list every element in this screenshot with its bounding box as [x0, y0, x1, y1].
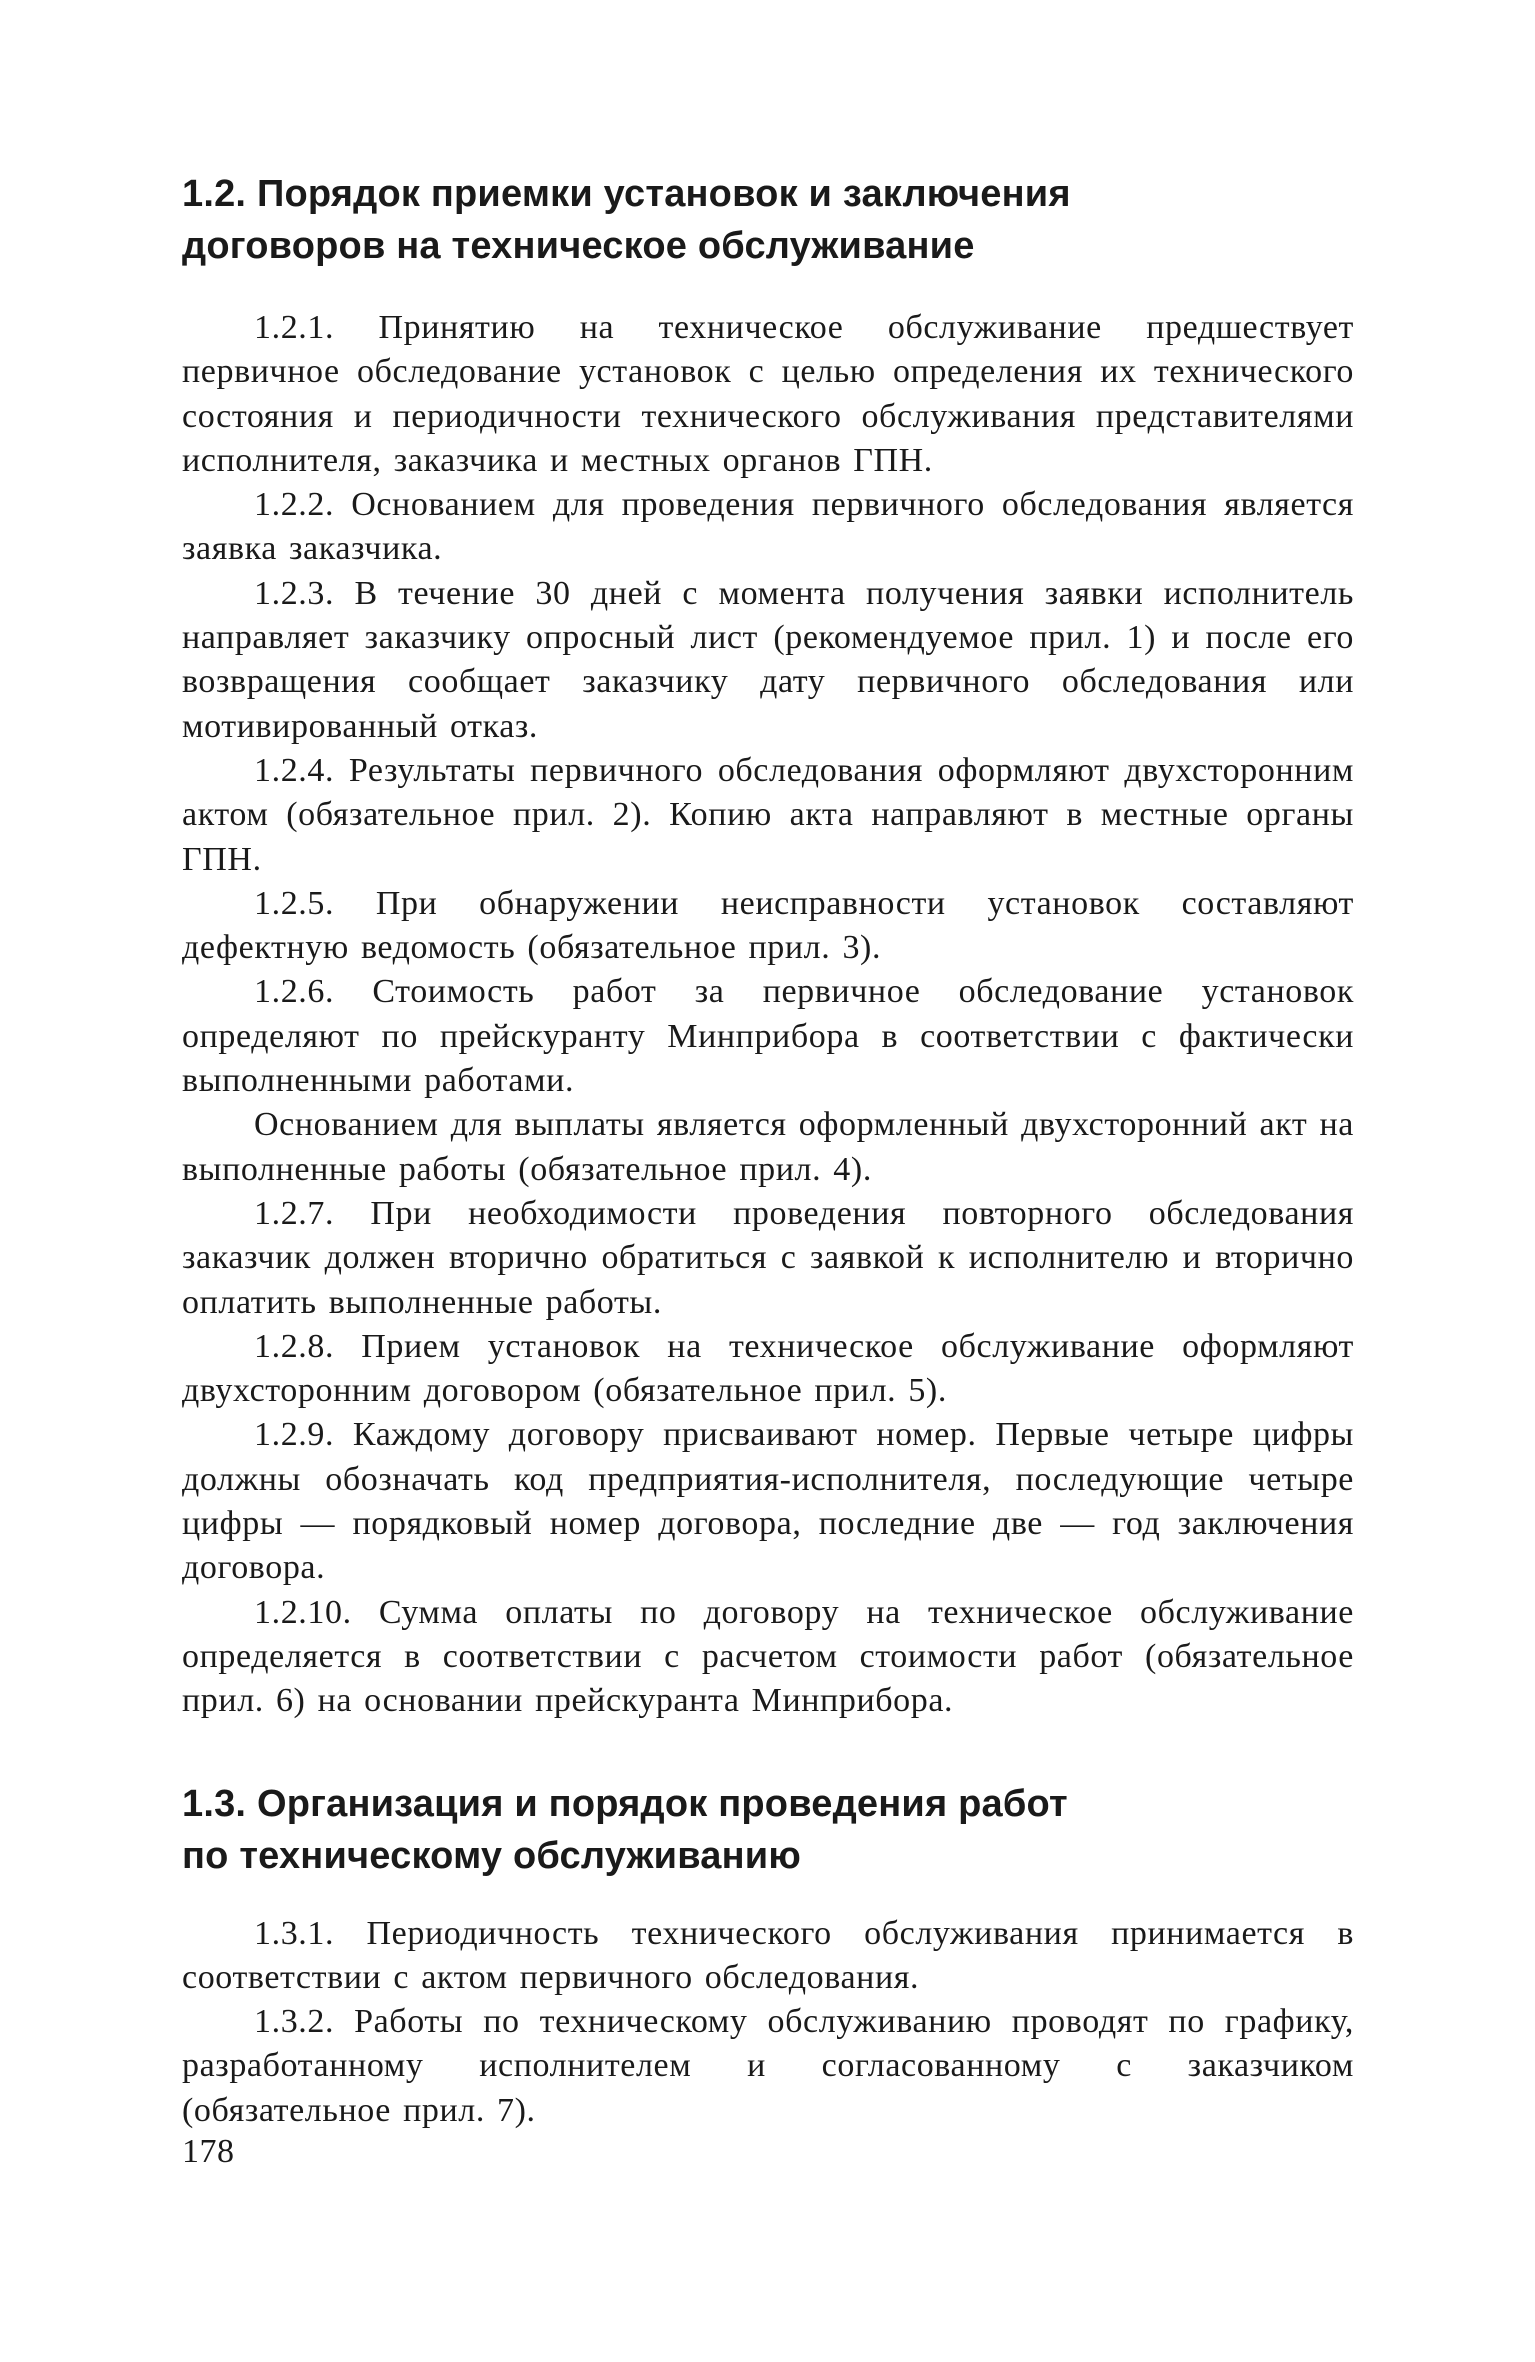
section-heading-1-2	[182, 168, 1354, 272]
section-body-1-2	[182, 306, 1354, 1724]
paragraph-1-2-8: 1.2.8. Прием установок на техническое обслуживание оформляют двухсторонним договором (обязательное прил. 5).	[182, 1327, 1354, 1410]
paragraph-1-3-1: 1.3.1. Периодичность технического обслуживания принимается в соответствии с актом первичного обследования.	[182, 1914, 1354, 1996]
paragraph-1-2-6-continued: Основанием для выплаты является оформленный двухсторонний акт на выполненные работы (обязательное прил. 4).	[182, 1106, 1354, 1188]
page-content	[182, 168, 1354, 2133]
page-number: 178	[182, 2133, 235, 2170]
section-body-1-3	[182, 1912, 1354, 2133]
paragraph-1-2-5: 1.2.5. При обнаружении неисправности установок составляют дефектную ведомость (обязательное прил. 3).	[182, 884, 1354, 967]
paragraph-1-2-1: 1.2.1. Принятию на техническое обслуживание предшествует первичное обследование установок с целью определения их технического состояния и периодичности технического обслуживания представителями исполнителя, заказчика и местных органов ГПН.	[182, 309, 1354, 479]
paragraph-1-2-2: 1.2.2. Основанием для проведения первичного обследования является заявка заказчика.	[182, 486, 1354, 568]
paragraph-1-3-2: 1.3.2. Работы по техническому обслуживанию проводят по графику, разработанному исполнителем и согласованному с заказчиком (обязательное прил. 7).	[182, 2003, 1354, 2129]
section-heading-1-3-line2: по техническому обслуживанию	[182, 1834, 801, 1877]
section-heading-1-2-line2: договоров на техническое обслуживание	[182, 225, 975, 267]
paragraph-1-2-3: 1.2.3. В течение 30 дней с момента получения заявки исполнитель направляет заказчику опросный лист (рекомендуемое прил. 1) и после его возвращения сообщает заказчику дату первичного обследования или мотивированный отказ.	[182, 574, 1354, 745]
paragraph-1-2-9: 1.2.9. Каждому договору присваивают номер. Первые четыре цифры должны обозначать код предприятия-исполнителя, последующие четыре цифры — порядковый номер договора, последние две — год заключения договора.	[182, 1416, 1354, 1587]
section-heading-1-3-line1: 1.3. Организация и порядок проведения работ	[182, 1782, 1068, 1825]
paragraph-1-2-4: 1.2.4. Результаты первичного обследования оформляют двухсторонним актом (обязательное прил. 2). Копию акта направляют в местные органы ГПН.	[182, 751, 1354, 878]
paragraph-1-2-6: 1.2.6. Стоимость работ за первичное обследование установок определяют по прейскуранту Минприбора в соответствии с фактически выполненными работами.	[182, 973, 1354, 1100]
paragraph-1-2-7: 1.2.7. При необходимости проведения повторного обследования заказчик должен вторично обратиться с заявкой к исполнителю и вторично оплатить выполненные работы.	[182, 1194, 1354, 1321]
paragraph-1-2-10: 1.2.10. Сумма оплаты по договору на техническое обслуживание определяется в соответствии с расчетом стоимости работ (обязательное прил. 6) на основании прейскуранта Минприбора.	[182, 1593, 1354, 1720]
section-heading-1-2-line1: 1.2. Порядок приемки установок и заключения	[182, 173, 1071, 215]
section-heading-1-3	[182, 1778, 1354, 1882]
